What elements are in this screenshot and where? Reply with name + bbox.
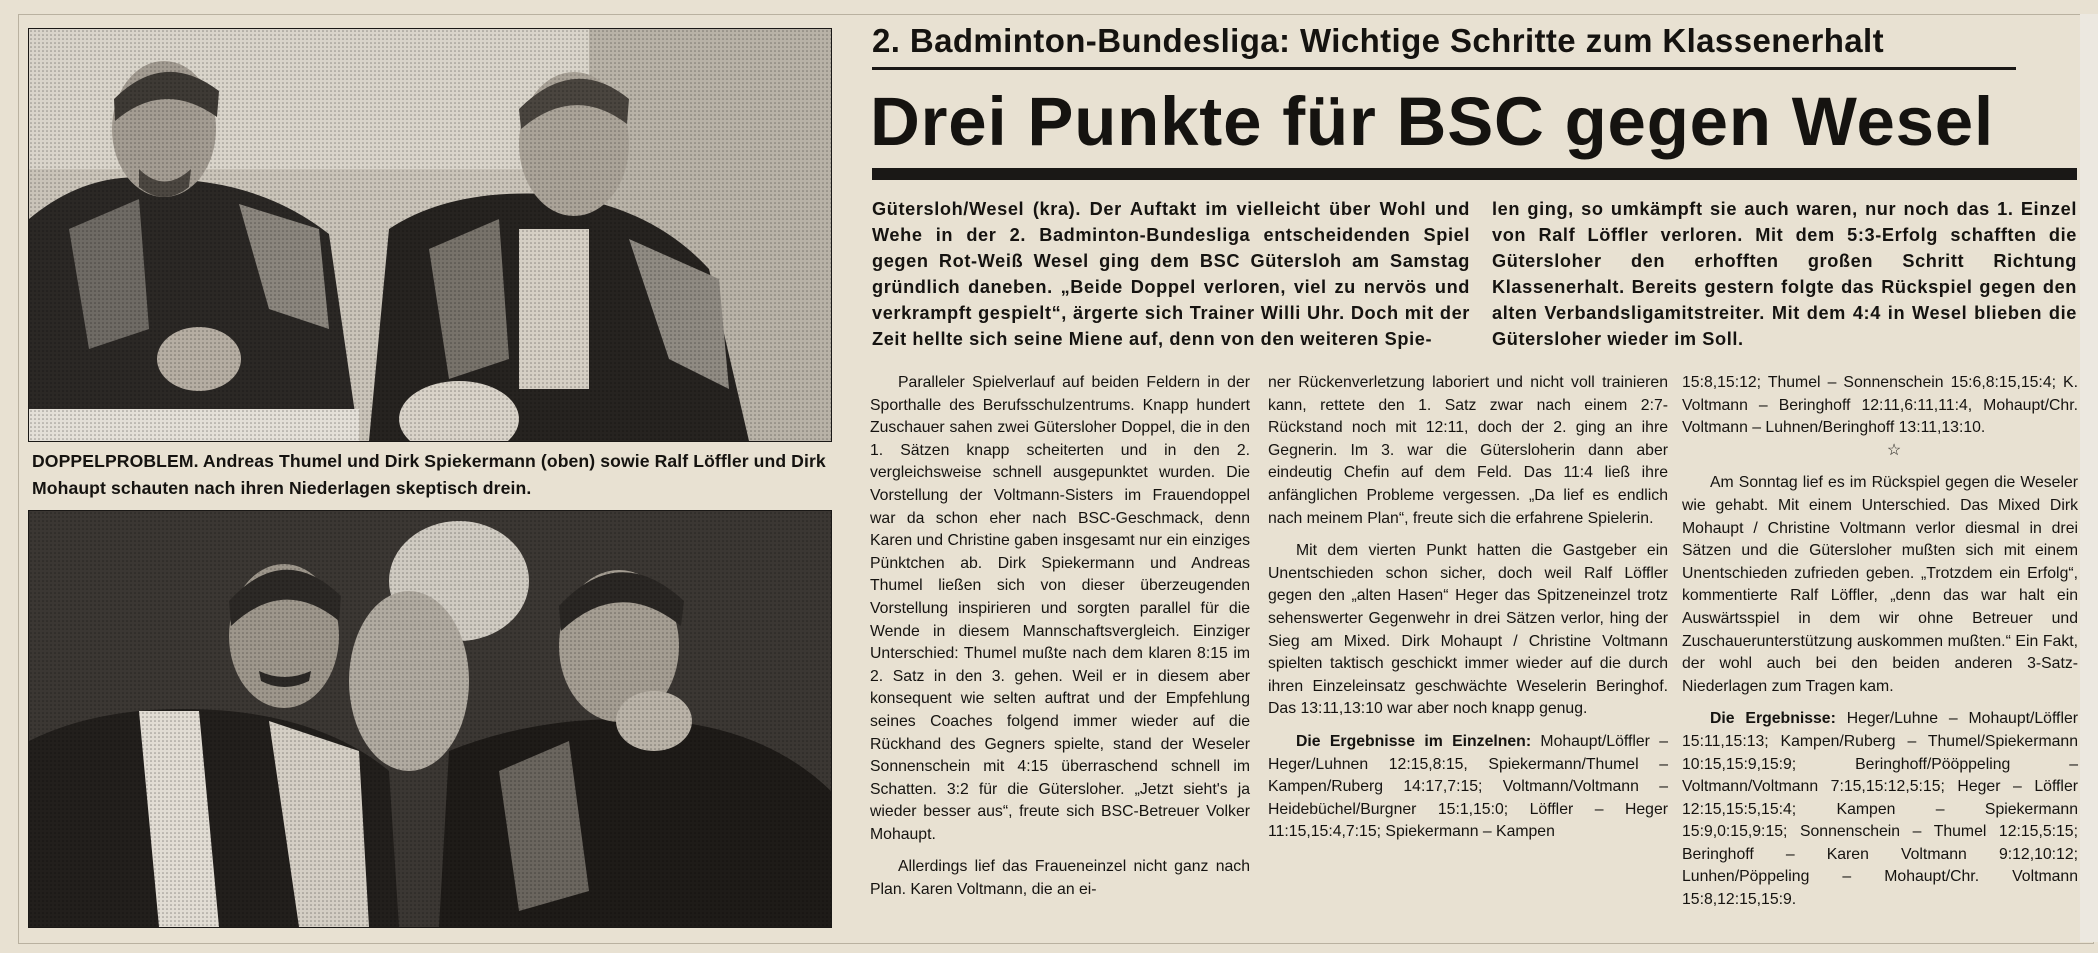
results-label: Die Ergebnisse:	[1710, 710, 1836, 728]
adjacent-page-edge	[2080, 14, 2098, 942]
lead-paragraph-right: len ging, so umkämpft sie auch waren, nur noch das 1. Einzel von Ralf Löffler verloren. Mit dem 5:3-Erfolg schafften die Gütersloher den erhofften großen Schritt Richtung Klassenerhalt. Bereits gestern folgte das Rückspiel gegen den alten Verbandsligamitstreiter. Mit dem 4:4 in Wesel blieben die Gütersloher wieder im Soll.	[1492, 199, 2077, 349]
body-paragraph: 15:8,15:12; Thumel – Sonnenschein 15:6,8:15,15:4; K. Voltmann – Beringhoff 12:11,6:11,11:4, Mohaupt/Chr. Voltmann – Luhnen/Beringhoff 13:11,13:10.	[1682, 374, 2078, 437]
kicker-rule	[872, 67, 2016, 70]
body-paragraph: Am Sonntag lief es im Rückspiel gegen die Weseler wie gehabt. Mit einem Unterschied. Das Mixed Dirk Mohaupt / Christine Voltmann verlor diesmal in drei Sätzen und die Gütersloher mußten sich mit einem Unentschieden zufrieden geben. „Trotzdem ein Erfolg“, kommentierte Ralf Löffler, „denn das war halt ein Auswärtsspiel in dem wir ohne Betreuer und Zuschauerunterstützung auskommen mußten.“ Ein Fakt, der wohl auch bei den beiden anderen 3-Satz-Niederlagen zum Tragen kam.	[1682, 474, 2078, 695]
body-paragraph: Mit dem vierten Punkt hatten die Gastgeber ein Unentschieden schon sicher, doch weil Ralf Löffler gegen den „alten Hasen“ Heger das Spitzeneinzel trotz sehenswerter Gegenwehr in drei Sätzen verlor, hing der Sieg am Mixed. Dirk Mohaupt / Christine Voltmann spielten taktisch geschickt immer wieder auf die durch ihren Einzeleinsatz geschwächte Weselerin Beringhof. Das 13:11,13:10 war aber noch knapp genug.	[1268, 542, 1668, 718]
photo-top-illustration	[29, 29, 831, 441]
body-column-2	[1268, 372, 1668, 844]
results-text: Mohaupt/Löffler – Heger/Luhnen 12:15,8:15, Spiekermann/Thumel – Kampen/Ruberg 14:17,7:15; Voltmann/Voltmann – Heidebüchel/Burgner 15:1,15:0; Löffler – Heger 11:15,15:4,7:15; Spiekermann – Kampen	[1268, 732, 1668, 841]
body-paragraph: Paralleler Spielverlauf auf beiden Feldern in der Sporthalle des Berufsschulzentrums. Knapp hundert Zuschauer sahen zwei Gütersloher Doppel, die in den 1. Sätzen knapp scheiterten und in den 2. vergleichsweise schnell ausgepunktet wurden. Die Vorstellung der Voltmann-Sisters im Frauendoppel war da schon eher nach BSC-Geschmack, denn Karen und Christine gaben insgesamt nur ein einziges Pünktchen ab. Dirk Spiekermann und Andreas Thumel ließen sich von dieser überzeugenden Vorstellung inspirieren und sorgten parallel für die Wende in diesem Mannschaftsvergleich. Einziger Unterschied: Thumel mußte nach dem klaren 8:15 im 2. Satz in den 3. gehen. Weil er in diesem aber konsequent wie selten auftrat und der Empfehlung seines Coaches folgend immer wieder auf die Rückhand des Gegners spielte, stand der Weseler Sonnenschein mit 4:15 überraschend schnell im Schatten. 3:2 für die Gütersloher. „Jetzt sieht's ja wieder besser aus“, freute sich BSC-Betreuer Volker Mohaupt.	[870, 374, 1250, 843]
body-paragraph: Allerdings lief das Fraueneinzel nicht ganz nach Plan. Karen Voltmann, die an ei-	[870, 858, 1250, 899]
kicker-headline: 2. Badminton-Bundesliga: Wichtige Schritte zum Klassenerhalt	[872, 22, 1885, 59]
body-paragraph: ner Rückenverletzung laboriert und nicht voll trainieren kann, rettete den 1. Satz zwar nach einem 2:7-Rückstand noch mit 12:11, doch der 2. ging an ihre Gegnerin. Im 3. war die Gütersloherin dann aber eindeutig Chefin auf dem Feld. Das 11:4 ließ ihre anfänglichen Probleme vergessen. „Da lief es endlich nach meinem Plan“, freute sich die erfahrene Spielerin.	[1268, 374, 1668, 527]
section-star: ☆	[1886, 441, 1902, 459]
photo-caption: DOPPELPROBLEM. Andreas Thumel und Dirk Spiekermann (oben) sowie Ralf Löffler und Dirk Mohaupt schauten nach ihren Niederlagen skeptisch drein.	[32, 451, 826, 498]
main-headline: Drei Punkte für BSC gegen Wesel	[870, 83, 1994, 160]
lead-paragraph-left: Gütersloh/Wesel (kra). Der Auftakt im vielleicht über Wohl und Wehe in der 2. Badminton-Bundesliga entscheidenden Spiel gegen Rot-Weiß Wesel ging dem BSC Gütersloh am Samstag gründlich daneben. „Beide Doppel verloren, viel zu nervös und verkrampft gespielt“, ärgerte sich Trainer Willi Uhr. Doch mit der Zeit hellte sich seine Miene auf, denn von den weiteren Spie-	[872, 199, 1470, 349]
photo-thumel-spiekermann	[28, 28, 832, 442]
photo-loeffler-mohaupt	[28, 510, 832, 928]
body-column-3	[1682, 372, 2078, 912]
results-paragraph	[1682, 708, 2078, 911]
results-paragraph	[1268, 731, 1668, 844]
photo-bottom-illustration	[29, 511, 831, 927]
headline-rule	[872, 168, 2077, 180]
results-label: Die Ergebnisse im Einzelnen:	[1296, 732, 1532, 750]
results-text: Heger/Luhne – Mohaupt/Löffler 15:11,15:13; Kampen/Ruberg – Thumel/Spiekermann 10:15,15:9,15:9; Beringhoff/Pööppeling – Voltmann/Voltmann 7:15,15:12,5:15; Heger – Löffler 12:15,15:5,15:4; Kampen – Spiekermann 15:9,0:15,9:15; Sonnenschein – Thumel 12:15,5:15; Beringhoff – Karen Voltmann 9:12,10:12; Lunhen/Pöppeling – Mohaupt/Chr. Voltmann 15:8,12:15,15:9.	[1682, 710, 2078, 909]
body-column-1	[870, 372, 1250, 902]
